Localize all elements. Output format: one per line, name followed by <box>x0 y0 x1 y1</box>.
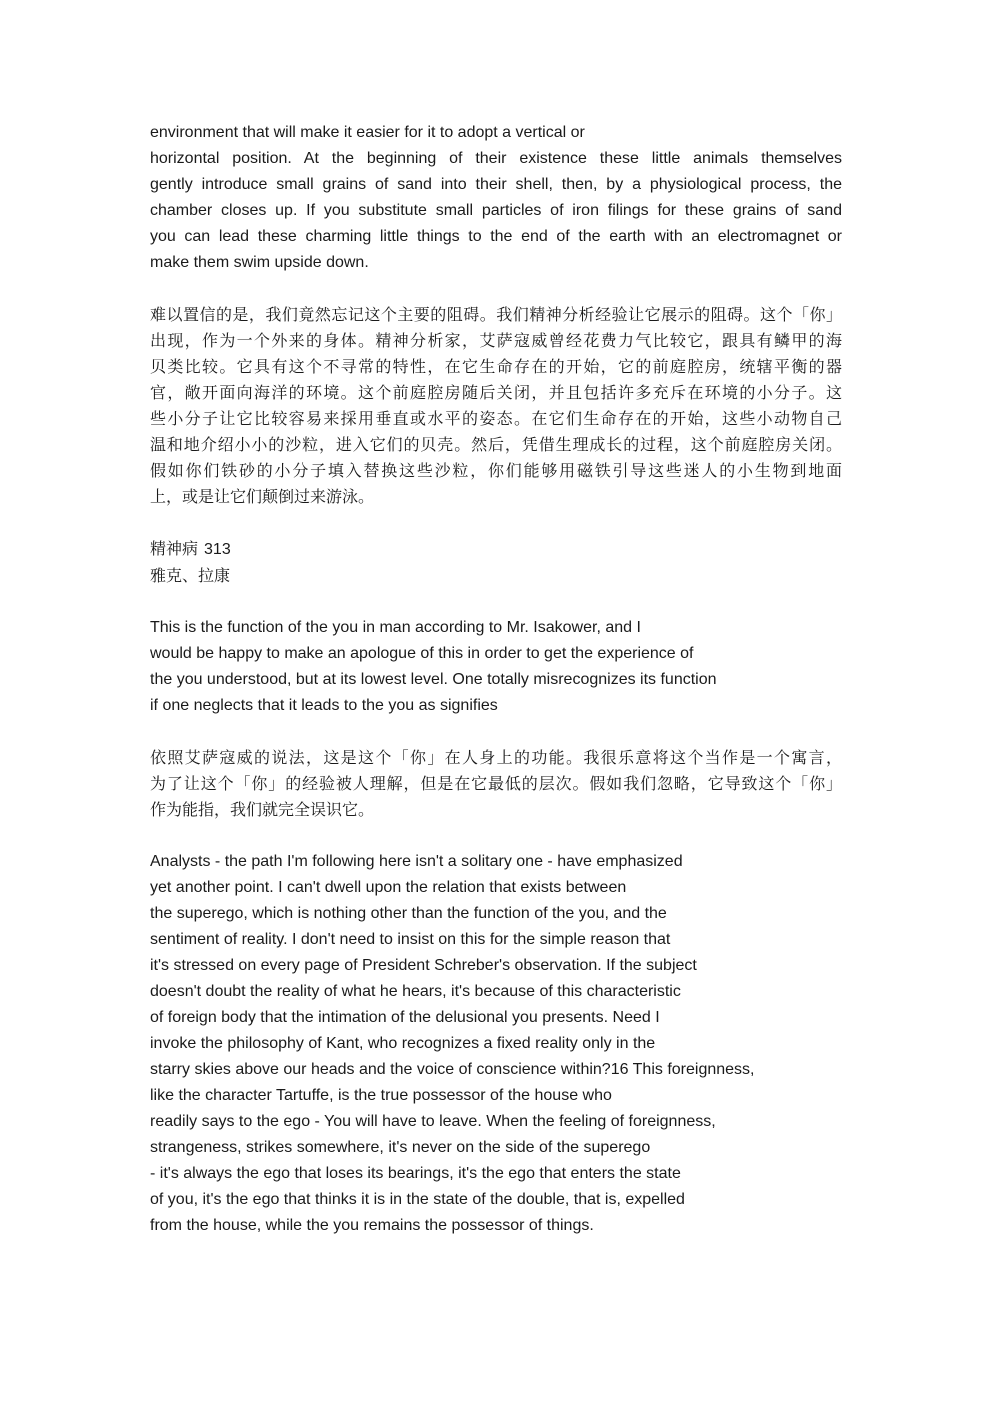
reference-author: 雅克、拉康 <box>150 566 231 585</box>
text-line: it's stressed on every page of President Schreber's observation. If the subject <box>150 957 697 974</box>
page-reference <box>150 536 842 589</box>
reference-title-line <box>150 536 842 563</box>
text-line: sentiment of reality. I don't need to insist on this for the simple reason that <box>150 931 671 948</box>
paragraph-spacer <box>150 589 842 615</box>
text-line: 依照艾萨寇威的说法，这是这个「你」在人身上的功能。我很乐意将这个当作是一个寓言， <box>150 748 842 767</box>
text-line: starry skies above our heads and the voice of conscience within?16 This foreignness, <box>150 1061 755 1078</box>
paragraph-spacer <box>150 719 842 745</box>
text-line: environment that will make it easier for it to adopt a vertical or <box>150 124 585 141</box>
paragraph-english-1 <box>150 120 842 276</box>
text-line: This is the function of the you in man according to Mr. Isakower, and I <box>150 619 641 636</box>
text-line: if one neglects that it leads to the you as signifies <box>150 697 498 714</box>
text-line: chamber closes up. If you substitute small particles of iron filings for these grains of sand <box>150 202 842 219</box>
text-line: 假如你们铁砂的小分子填入替换这些沙粒，你们能够用磁铁引导这些迷人的小生物到地面 <box>150 461 842 480</box>
text-line: horizontal position. At the beginning of their existence these little animals themselves <box>150 150 842 167</box>
reference-page-number: 313 <box>204 541 231 558</box>
text-line: from the house, while the you remains the possessor of things. <box>150 1217 594 1234</box>
text-line: 为了让这个「你」的经验被人理解，但是在它最低的层次。假如我们忽略，它导致这个「你」 <box>150 774 842 793</box>
text-line: readily says to the ego - You will have to leave. When the feeling of foreignness, <box>150 1113 716 1130</box>
text-line: - it's always the ego that loses its bearings, it's the ego that enters the state <box>150 1165 681 1182</box>
paragraph-spacer <box>150 276 842 302</box>
text-line: 作为能指，我们就完全误识它。 <box>150 800 375 819</box>
text-line: 温和地介绍小小的沙粒，进入它们的贝壳。然后，凭借生理成长的过程，这个前庭腔房关闭。 <box>150 435 842 454</box>
text-line: yet another point. I can't dwell upon the relation that exists between <box>150 879 627 896</box>
paragraph-spacer <box>150 510 842 536</box>
paragraph-english-3 <box>150 849 842 1239</box>
text-line: 贝类比较。它具有这个不寻常的特性，在它生命存在的开始，它的前庭腔房，统辖平衡的器 <box>150 357 842 376</box>
paragraph-spacer <box>150 823 842 849</box>
text-line: 些小分子让它比较容易来採用垂直或水平的姿态。在它们生命存在的开始，这些小动物自己 <box>150 409 842 428</box>
text-line: 难以置信的是，我们竟然忘记这个主要的阻碍。我们精神分析经验让它展示的阻碍。这个「你」 <box>150 305 842 324</box>
text-line: 上，或是让它们颠倒过来游泳。 <box>150 487 375 506</box>
text-line: 出现，作为一个外来的身体。精神分析家，艾萨寇威曾经花费力气比较它，跟具有鳞甲的海 <box>150 331 842 350</box>
paragraph-english-2 <box>150 615 842 719</box>
text-line: the superego, which is nothing other than the function of the you, and the <box>150 905 667 922</box>
text-line: doesn't doubt the reality of what he hears, it's because of this characteristic <box>150 983 681 1000</box>
text-line: would be happy to make an apologue of this in order to get the experience of <box>150 645 694 662</box>
reference-title: 精神病 <box>150 539 199 558</box>
text-line: of foreign body that the intimation of the delusional you presents. Need I <box>150 1009 660 1026</box>
document-page <box>150 120 842 1239</box>
text-line: gently introduce small grains of sand into their shell, then, by a physiological process, the <box>150 176 842 193</box>
text-line: Analysts - the path I'm following here isn't a solitary one - have emphasized <box>150 853 683 870</box>
text-line: invoke the philosophy of Kant, who recognizes a fixed reality only in the <box>150 1035 656 1052</box>
paragraph-chinese-1 <box>150 302 842 510</box>
paragraph-chinese-2 <box>150 745 842 823</box>
text-line: the you understood, but at its lowest level. One totally misrecognizes its function <box>150 671 717 688</box>
text-line: you can lead these charming little things to the end of the earth with an electromagnet or <box>150 228 842 245</box>
text-line: 官，敞开面向海洋的环境。这个前庭腔房随后关闭，并且包括许多充斥在环境的小分子。这 <box>150 383 842 402</box>
text-line: of you, it's the ego that thinks it is in the state of the double, that is, expelled <box>150 1191 685 1208</box>
text-line: like the character Tartuffe, is the true possessor of the house who <box>150 1087 612 1104</box>
text-line: make them swim upside down. <box>150 254 369 271</box>
text-line: strangeness, strikes somewhere, it's never on the side of the superego <box>150 1139 651 1156</box>
